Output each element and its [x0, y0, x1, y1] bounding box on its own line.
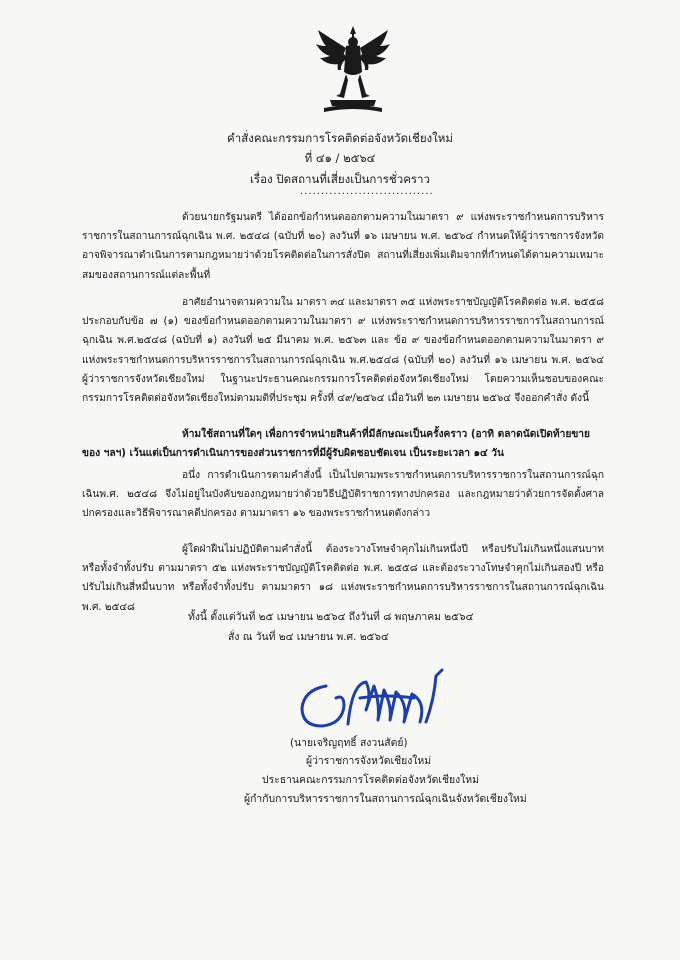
paragraph-text: ด้วยนายกรัฐมนตรี ได้ออกข้อกำหนดออกตามความในมาตรา ๙ แห่งพระราชกำหนดการบริหารราชการในสถานการณ์ฉุกเฉิน พ.ศ. ๒๕๔๘ (ฉบับที่ ๒๐) ลงวันที่ ๑๖ เมษายน พ.ศ. ๒๕๖๔ กำหนดให้ผู้ว่าราชการจังหวัดอาจพิจารณาดำเนินการตามกฎหมายว่าด้วยโรคติดต่อในการสั่งปิด สถานที่เสี่ยงเพิ่มเติมจากที่กำหนดได้ตามความเหมาะสมของสถานการณ์แต่ละพื้นที่	[82, 212, 604, 281]
separator: ................................	[300, 186, 434, 197]
paragraph-order	[82, 425, 604, 463]
paragraph-authority	[82, 293, 604, 408]
paragraph-note	[82, 466, 604, 524]
order-date: สั่ง ณ วันที่ ๒๔ เมษายน พ.ศ. ๒๕๖๔	[228, 631, 389, 643]
signatory-name: (นายเจริญฤทธิ์ สงวนสัตย์)	[290, 737, 408, 749]
effective-period: ทั้งนี้ ตั้งแต่วันที่ ๒๕ เมษายน ๒๕๖๔ ถึงวันที่ ๘ พฤษภาคม ๒๕๖๔	[188, 611, 474, 623]
order-title: คำสั่งคณะกรรมการโรคติดต่อจังหวัดเชียงใหม่	[227, 131, 453, 145]
garuda-emblem-icon	[316, 24, 390, 116]
paragraph-text: ผู้ใดฝ่าฝืนไม่ปฏิบัติตามคำสั่งนี้ ต้องระวางโทษจำคุกไม่เกินหนึ่งปี หรือปรับไม่เกินหนึ่งแสนบาท หรือทั้งจำทั้งปรับ ตามมาตรา ๕๒ แห่งพระราชบัญญัติโรคติดต่อ พ.ศ. ๒๕๕๘ และต้องระวางโทษจำคุกไม่เกินสองปี หรือปรับไม่เกินสี่หมื่นบาท หรือทั้งจำทั้งปรับ ตามมาตรา ๑๘ แห่งพระราชกำหนดการบริหารราชการในสถานการณ์ฉุกเฉิน พ.ศ. ๒๕๔๘	[82, 544, 604, 613]
paragraph-preamble	[82, 208, 604, 285]
signature-icon	[296, 664, 468, 738]
paragraph-text: อนึ่ง การดำเนินการตามคำสั่งนี้ เป็นไปตามพระราชกำหนดการบริหารราชการในสถานการณ์ฉุกเฉินพ.ศ. ๒๕๔๘ จึงไม่อยู่ในบังคับของกฎหมายว่าด้วยวิธีปฏิบัติราชการทางปกครอง และกฎหมายว่าด้วยการจัดตั้งศาลปกครองและวิธีพิจารณาคดีปกครอง ตามมาตรา ๑๖ ของพระราชกำหนดดังกล่าว	[82, 470, 604, 520]
paragraph-text: อาศัยอำนาจตามความใน มาตรา ๓๔ และมาตรา ๓๕ แห่งพระราชบัญญัติโรคติดต่อ พ.ศ. ๒๕๕๘ ประกอบกับข้อ ๗ (๑) ของข้อกำหนดออกตามความในมาตรา ๙ แห่งพระราชกำหนดการบริหารราชการในสถานการณ์ฉุกเฉิน พ.ศ.๒๕๔๘ (ฉบับที่ ๑) ลงวันที่ ๒๕ มีนาคม พ.ศ. ๒๕๖๓ และ ข้อ ๙ ของข้อกำหนดออกตามความในมาตรา ๙ แห่งพระราชกำหนดการบริหารราชการในสถานการณ์ฉุกเฉิน พ.ศ.๒๕๔๘ (ฉบับที่ ๒๐) ลงวันที่ ๑๖ เมษายน พ.ศ. ๒๕๖๔ ผู้ว่าราชการจังหวัดเชียงใหม่ ในฐานะประธานคณะกรรมการโรคติดต่อจังหวัดเชียงใหม่ โดยความเห็นชอบของคณะกรรมการโรคติดต่อจังหวัดเชียงใหม่ตามมติที่ประชุม ครั้งที่ ๔๙/๒๕๖๔ เมื่อวันที่ ๒๓ เมษายน ๒๕๖๔ จึงออกคำสั่ง ดังนี้	[82, 297, 604, 405]
signatory-position: ผู้กำกับการบริหารราชการในสถานการณ์ฉุกเฉินจังหวัดเชียงใหม่	[244, 793, 527, 805]
signatory-position: ผู้ว่าราชการจังหวัดเชียงใหม่	[306, 755, 432, 767]
paragraph-penalty	[82, 540, 604, 617]
signatory-position: ประธานคณะกรรมการโรคติดต่อจังหวัดเชียงใหม่	[262, 774, 479, 786]
paragraph-text: ห้ามใช้สถานที่ใดๆ เพื่อการจำหน่ายสินค้าที่มีลักษณะเป็นครั้งคราว (อาทิ ตลาดนัดเปิดท้ายขายของ ฯลฯ) เว้นแต่เป็นการดำเนินการของส่วนราชการที่มีผู้รับผิดชอบชัดเจน เป็นระยะเวลา ๑๔ วัน	[82, 429, 590, 460]
order-number: ที่ ๔๑ / ๒๕๖๔	[304, 151, 376, 165]
order-subject: เรื่อง ปิดสถานที่เสี่ยงเป็นการชั่วคราว	[250, 172, 430, 186]
